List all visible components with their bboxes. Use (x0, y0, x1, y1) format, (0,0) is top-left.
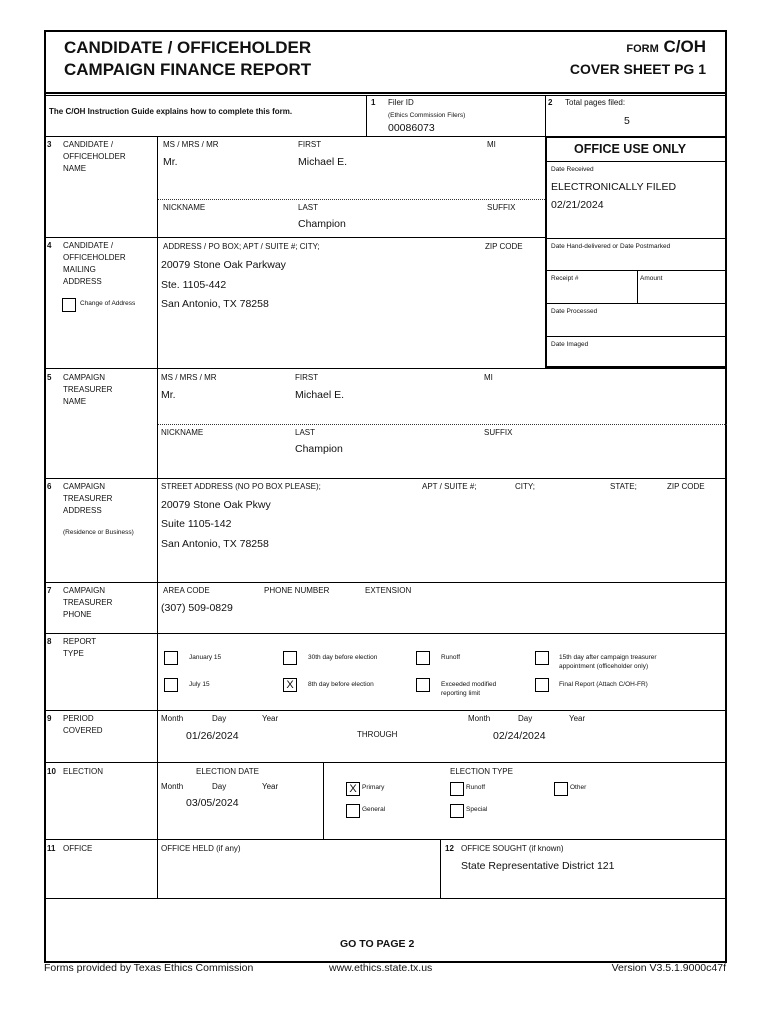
sec9-end-month-label: Month (468, 714, 491, 723)
sec9-start-year-label: Year (262, 714, 279, 723)
other-label: Other (570, 784, 587, 791)
primary-checkbox[interactable]: X (346, 782, 360, 796)
sec5-last-label: LAST (295, 428, 316, 437)
header-divider (44, 92, 727, 94)
sec4-addr-label: ADDRESS / PO BOX; APT / SUITE #; CITY; (163, 242, 320, 251)
special-label: Special (466, 806, 488, 813)
intro-divider-2 (545, 95, 546, 137)
pages-num: 2 (548, 98, 553, 107)
15th-day-label-2: appointment (officeholder only) (559, 663, 649, 670)
exceeded-label-1: Exceeded modified (441, 681, 497, 688)
general-label: General (362, 806, 386, 813)
sec12-num: 12 (445, 844, 454, 853)
sec3-prefix[interactable]: Mr. (163, 156, 178, 168)
sec9-through: THROUGH (357, 730, 398, 739)
exceeded-checkbox[interactable] (416, 678, 430, 692)
sec10-divider (323, 762, 324, 839)
office-use-title: OFFICE USE ONLY (574, 142, 687, 156)
sec7-label-3: PHONE (63, 610, 92, 619)
sec9-label-2: COVERED (63, 726, 103, 735)
sec6-label-2: TREASURER (63, 494, 113, 503)
title-line-2: CAMPAIGN FINANCE REPORT (64, 60, 312, 79)
filer-id-sub: (Ethics Commission Filers) (388, 112, 466, 119)
sec6-res-label: (Residence or Business) (63, 529, 134, 536)
sec5-ms-label: MS / MRS / MR (161, 373, 217, 382)
sec11-held-label: OFFICE HELD (if any) (161, 844, 241, 853)
sec11-label: OFFICE (63, 844, 93, 853)
sec12-sought-label: OFFICE SOUGHT (if known) (461, 844, 564, 853)
15th-day-checkbox[interactable] (535, 651, 549, 665)
sec6-line3[interactable]: San Antonio, TX 78258 (161, 538, 269, 550)
sec7-bottom (44, 633, 727, 634)
sec3-label-1: CANDIDATE / (63, 140, 114, 149)
form-word: FORM (626, 43, 659, 55)
sec3-last-label: LAST (298, 203, 319, 212)
sec6-apt-label: APT / SUITE #; (422, 482, 477, 491)
sec3-first-label: FIRST (298, 140, 322, 149)
form-code: C/OH (663, 37, 706, 56)
sec7-label-2: TREASURER (63, 598, 113, 607)
sec5-bottom (44, 478, 727, 479)
sec5-label-1: CAMPAIGN (63, 373, 106, 382)
sec8-label-2: TYPE (63, 649, 84, 658)
office-use-divider-1 (547, 161, 727, 162)
change-of-address-label: Change of Address (80, 300, 136, 307)
amount-label: Amount (640, 275, 663, 282)
jul15-checkbox[interactable] (164, 678, 178, 692)
sec3-label-3: NAME (63, 164, 87, 173)
filer-id-value[interactable]: 00086073 (388, 122, 435, 134)
sec5-dotted-divider (158, 424, 727, 425)
sec3-suffix-label: SUFFIX (487, 203, 516, 212)
processed-label: Date Processed (551, 308, 598, 315)
sec3-num: 3 (47, 140, 52, 149)
footer-url: www.ethics.state.tx.us (329, 962, 433, 974)
sec12-sought[interactable]: State Representative District 121 (461, 860, 615, 872)
sec9-start-month-label: Month (161, 714, 184, 723)
final-report-label: Final Report (Attach C/OH-FR) (559, 681, 648, 688)
sec3-last[interactable]: Champion (298, 218, 346, 230)
sec9-start-date[interactable]: 01/26/2024 (186, 730, 239, 742)
sec9-label-1: PERIOD (63, 714, 94, 723)
sec4-label-4: ADDRESS (63, 277, 102, 286)
sec6-state-label: STATE; (610, 482, 637, 491)
sec6-line1[interactable]: 20079 Stone Oak Pkwy (161, 499, 271, 511)
guide-text: The C/OH Instruction Guide explains how to complete this form. (49, 107, 293, 116)
sec9-start-day-label: Day (212, 714, 227, 723)
imaged-label: Date Imaged (551, 341, 589, 348)
office-use-divider-5 (547, 336, 727, 337)
sec11-num: 11 (47, 844, 56, 853)
sec4-num: 4 (47, 241, 52, 250)
sec7-phone-label: PHONE NUMBER (264, 586, 330, 595)
footer-provider: Forms provided by Texas Ethics Commission (44, 962, 254, 974)
jan15-label: January 15 (189, 654, 222, 661)
sec4-line3[interactable]: San Antonio, TX 78258 (161, 298, 269, 310)
sec7-num: 7 (47, 586, 52, 595)
sec5-first-label: FIRST (295, 373, 319, 382)
sec11-12-divider (440, 839, 441, 898)
date-received-value: 02/21/2024 (551, 199, 604, 211)
pages-label: Total pages filed: (565, 98, 626, 107)
sec6-line2[interactable]: Suite 1105-142 (161, 518, 232, 530)
go-to-page-2: GO TO PAGE 2 (340, 938, 415, 950)
primary-label: Primary (362, 784, 385, 791)
8day-label: 8th day before election (308, 681, 374, 688)
sec9-bottom (44, 762, 727, 763)
sec7-ext-label: EXTENSION (365, 586, 412, 595)
receipt-amount-divider (637, 270, 638, 303)
sec4-label-2: OFFICEHOLDER (63, 253, 126, 262)
label-column-divider (157, 136, 158, 898)
sec4-line1[interactable]: 20079 Stone Oak Parkway (161, 259, 286, 271)
sec10-date-label: ELECTION DATE (196, 767, 259, 776)
8day-checkbox[interactable]: X (283, 678, 297, 692)
jul15-label: July 15 (189, 681, 210, 688)
sec6-zip-label: ZIP CODE (667, 482, 705, 491)
sec10-year-label: Year (262, 782, 279, 791)
sec5-label-3: NAME (63, 397, 87, 406)
sec5-mi-label: MI (484, 373, 493, 382)
runoff-report-checkbox[interactable] (416, 651, 430, 665)
final-report-checkbox[interactable] (535, 678, 549, 692)
status-text: ELECTRONICALLY FILED (551, 181, 677, 193)
sec5-num: 5 (47, 373, 52, 382)
sec5-nickname-label: NICKNAME (161, 428, 204, 437)
sec9-end-date[interactable]: 02/24/2024 (493, 730, 546, 742)
filer-id-label: Filer ID (388, 98, 414, 107)
sec5-suffix-label: SUFFIX (484, 428, 513, 437)
sec10-month-label: Month (161, 782, 184, 791)
general-checkbox[interactable] (346, 804, 360, 818)
sec6-label-3: ADDRESS (63, 506, 102, 515)
header-divider-thin (44, 95, 727, 96)
footer-version: Version V3.5.1.9000c47f (611, 962, 726, 974)
special-checkbox[interactable] (450, 804, 464, 818)
sec7-area-label: AREA CODE (163, 586, 210, 595)
intro-divider-1 (366, 95, 367, 137)
sec3-nickname-label: NICKNAME (163, 203, 206, 212)
sec5-prefix[interactable]: Mr. (161, 389, 176, 401)
sec10-num: 10 (47, 767, 56, 776)
sec11-bottom (44, 898, 727, 899)
sec10-day-label: Day (212, 782, 227, 791)
sec3-dotted-divider (158, 199, 545, 200)
other-checkbox[interactable] (554, 782, 568, 796)
cover-sheet-label: COVER SHEET PG 1 (569, 61, 706, 77)
hand-delivered-label: Date Hand-delivered or Date Postmarked (551, 243, 671, 250)
sec3-label-2: OFFICEHOLDER (63, 152, 126, 161)
filer-id-num: 1 (371, 98, 376, 107)
sec3-bottom (44, 237, 546, 238)
sec6-city-label: CITY; (515, 482, 535, 491)
sec3-mi-label: MI (487, 140, 496, 149)
sec10-date[interactable]: 03/05/2024 (186, 797, 239, 809)
form-label (626, 37, 706, 57)
sec4-line2[interactable]: Ste. 1105-442 (161, 279, 227, 291)
exceeded-label-2: reporting limit (441, 690, 481, 697)
sec8-num: 8 (47, 637, 52, 646)
election-runoff-checkbox[interactable] (450, 782, 464, 796)
sec8-label-1: REPORT (63, 637, 97, 646)
sec5-label-2: TREASURER (63, 385, 113, 394)
sec7-phone[interactable]: (307) 509-0829 (161, 602, 233, 614)
office-use-divider-2 (547, 238, 727, 239)
sec9-end-day-label: Day (518, 714, 533, 723)
sec5-last[interactable]: Champion (295, 443, 343, 455)
election-runoff-label: Runoff (466, 784, 486, 791)
sec6-street-label: STREET ADDRESS (NO PO BOX PLEASE); (161, 482, 321, 491)
sec3-first[interactable]: Michael E. (298, 156, 348, 168)
receipt-label: Receipt # (551, 275, 579, 282)
sec4-bottom (44, 368, 727, 369)
change-of-address-checkbox[interactable] (62, 298, 76, 312)
sec4-label-1: CANDIDATE / (63, 241, 114, 250)
runoff-report-label: Runoff (441, 654, 461, 661)
sec7-label-1: CAMPAIGN (63, 586, 106, 595)
sec3-ms-label: MS / MRS / MR (163, 140, 219, 149)
sec8-bottom (44, 710, 727, 711)
sec9-num: 9 (47, 714, 52, 723)
sec10-label: ELECTION (63, 767, 104, 776)
30day-label: 30th day before election (308, 654, 378, 661)
15th-day-label-1: 15th day after campaign treasurer (559, 654, 657, 661)
title-line-1: CANDIDATE / OFFICEHOLDER (64, 38, 312, 57)
sec10-type-label: ELECTION TYPE (450, 767, 513, 776)
jan15-checkbox[interactable] (164, 651, 178, 665)
sec5-first[interactable]: Michael E. (295, 389, 345, 401)
office-use-divider-4 (547, 303, 727, 304)
date-received-label: Date Received (551, 166, 594, 173)
sec4-zip-label: ZIP CODE (485, 242, 523, 251)
sec9-end-year-label: Year (569, 714, 586, 723)
sec10-bottom (44, 839, 727, 840)
sec6-label-1: CAMPAIGN (63, 482, 106, 491)
pages-value[interactable]: 5 (624, 115, 630, 127)
30day-checkbox[interactable] (283, 651, 297, 665)
sec6-bottom (44, 582, 727, 583)
sec4-label-3: MAILING (63, 265, 96, 274)
sec6-num: 6 (47, 482, 52, 491)
